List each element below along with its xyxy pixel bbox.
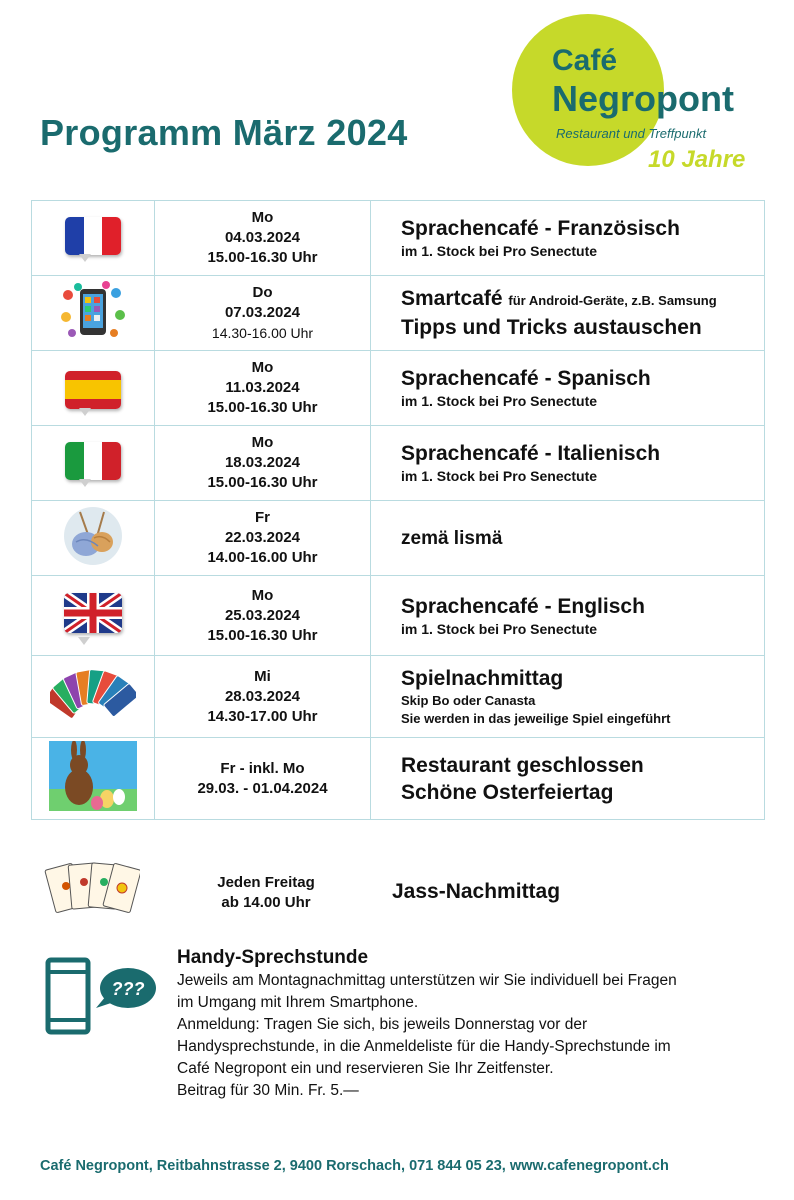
- event-description-cell: [371, 656, 765, 738]
- event-subtitle: im 1. Stock bei Pro Senectute: [401, 468, 598, 484]
- event-date: 04.03.2024: [224, 229, 301, 246]
- uk-flag-icon: [64, 593, 122, 638]
- event-time: 15.00-16.30 Uhr: [207, 399, 318, 416]
- logo-tagline: Restaurant und Treffpunkt: [556, 126, 707, 141]
- easter-bunny-icon: [49, 741, 137, 816]
- event-icon-cell: [32, 351, 155, 426]
- spain-flag-icon: [65, 371, 121, 409]
- knitting-yarn-icon: [58, 506, 128, 571]
- event-date: 22.03.2024: [224, 529, 301, 546]
- event-description-cell: [371, 276, 765, 351]
- event-time: 14.00-16.00 Uhr: [207, 549, 318, 566]
- jass-title: Jass-Nachmittag: [392, 880, 561, 903]
- event-day: Fr: [255, 509, 270, 526]
- event-title: Spielnachmittag: [401, 667, 564, 690]
- logo-line1: Café: [552, 44, 618, 77]
- event-day: Mo: [251, 434, 274, 451]
- event-time: 15.00-16.30 Uhr: [207, 474, 318, 491]
- smartphone-apps-icon: [58, 281, 128, 346]
- event-time: 15.00-16.30 Uhr: [207, 249, 318, 266]
- event-date-cell: [155, 426, 371, 501]
- event-description-cell: [371, 738, 765, 820]
- event-icon-cell: [32, 501, 155, 576]
- table-row: [32, 576, 765, 656]
- event-icon-cell: [32, 426, 155, 501]
- event-date: 18.03.2024: [224, 454, 301, 471]
- jass-time: ab 14.00 Uhr: [221, 894, 311, 911]
- event-title: Sprachencafé - Spanisch: [401, 367, 651, 390]
- footer-address: Café Negropont, Reitbahnstrasse 2, 9400 Rorschach, 071 844 05 23, www.cafenegropont.ch: [40, 1158, 669, 1174]
- event-icon-cell: [32, 576, 155, 656]
- event-time: 14.30-17.00 Uhr: [207, 707, 318, 725]
- handy-title: Handy-Sprechstunde: [177, 947, 369, 968]
- jass-schedule: [206, 873, 326, 913]
- handy-line: Café Negropont ein und reservieren Sie Ihr Zeitfenster.: [177, 1060, 554, 1077]
- phone-question-icon: [44, 956, 160, 1045]
- event-date-cell: [155, 276, 371, 351]
- table-row: [32, 738, 765, 820]
- event-icon-cell: [32, 656, 155, 738]
- event-icon-cell: [32, 276, 155, 351]
- event-description-cell: [371, 426, 765, 501]
- event-day: Do: [252, 284, 273, 301]
- event-subtitle: Skip Bo oder Canasta: [401, 693, 536, 708]
- event-date-cell: [155, 201, 371, 276]
- handy-line: im Umgang mit Ihrem Smartphone.: [177, 994, 419, 1011]
- table-row: [32, 201, 765, 276]
- event-time: 15.00-16.30 Uhr: [207, 626, 318, 644]
- event-subtitle: im 1. Stock bei Pro Senectute: [401, 243, 598, 259]
- event-subtitle-2: Sie werden in das jeweilige Spiel eingeführt: [401, 711, 671, 726]
- event-day: Mo: [251, 209, 274, 226]
- event-title: Restaurant geschlossen: [401, 753, 644, 777]
- logo-anniversary: 10 Jahre: [648, 146, 746, 173]
- program-table: [31, 200, 765, 820]
- event-icon-cell: [32, 738, 155, 820]
- event-date: 28.03.2024: [224, 687, 301, 705]
- handy-line: Handysprechstunde, in die Anmeldeliste für die Handy-Sprechstunde im: [177, 1038, 671, 1055]
- page-title: Programm März 2024: [40, 112, 408, 153]
- france-flag-icon: [65, 217, 121, 255]
- event-title: Sprachencafé - Französisch: [401, 217, 680, 240]
- playing-cards-icon: [50, 666, 136, 727]
- event-date-cell: [155, 738, 371, 820]
- event-date-cell: [155, 501, 371, 576]
- event-date-cell: [155, 656, 371, 738]
- event-date-cell: [155, 576, 371, 656]
- event-title: zemä lismä: [401, 527, 503, 549]
- jass-section: [44, 858, 764, 918]
- cafe-logo: [512, 14, 774, 184]
- event-description-cell: [371, 351, 765, 426]
- jass-cards-icon: [44, 858, 140, 925]
- table-row: [32, 501, 765, 576]
- event-title: Smartcafé: [401, 287, 503, 310]
- event-date: 07.03.2024: [224, 304, 301, 321]
- jass-day: Jeden Freitag: [217, 874, 315, 891]
- table-row: [32, 276, 765, 351]
- event-day: Fr - inkl. Mo: [220, 759, 305, 777]
- event-subtitle: im 1. Stock bei Pro Senectute: [401, 393, 598, 409]
- event-description-cell: [371, 201, 765, 276]
- handy-text-block: [177, 946, 787, 1102]
- event-title-note: für Android-Geräte, z.B. Samsung: [508, 293, 717, 308]
- event-date: 11.03.2024: [225, 379, 300, 396]
- handy-line: Beitrag für 30 Min. Fr. 5.—: [177, 1082, 359, 1099]
- event-subtitle: im 1. Stock bei Pro Senectute: [401, 620, 598, 637]
- table-row: [32, 351, 765, 426]
- event-title-line2: Schöne Osterfeiertag: [401, 780, 614, 804]
- event-icon-cell: [32, 201, 155, 276]
- event-day: Mi: [254, 667, 271, 685]
- event-description-cell: [371, 501, 765, 576]
- event-title: Sprachencafé - Englisch: [401, 594, 645, 618]
- phone-question-text: ???: [111, 979, 145, 999]
- event-day: Mo: [251, 359, 274, 376]
- italy-flag-icon: [65, 442, 121, 480]
- event-day: Mo: [251, 586, 274, 604]
- event-title: Sprachencafé - Italienisch: [401, 442, 661, 465]
- event-time: 14.30-16.00 Uhr: [211, 325, 314, 341]
- event-description-cell: [371, 576, 765, 656]
- event-title-line2: Tipps und Tricks austauschen: [401, 316, 702, 339]
- table-row: [32, 656, 765, 738]
- logo-line2: Negropont: [552, 78, 734, 119]
- event-date: 29.03. - 01.04.2024: [197, 779, 328, 797]
- event-date: 25.03.2024: [224, 606, 301, 624]
- handy-line: Anmeldung: Tragen Sie sich, bis jeweils Donnerstag vor der: [177, 1016, 588, 1033]
- event-date-cell: [155, 351, 371, 426]
- handy-line: Jeweils am Montagnachmittag unterstützen wir Sie individuell bei Fragen: [177, 972, 677, 989]
- table-row: [32, 426, 765, 501]
